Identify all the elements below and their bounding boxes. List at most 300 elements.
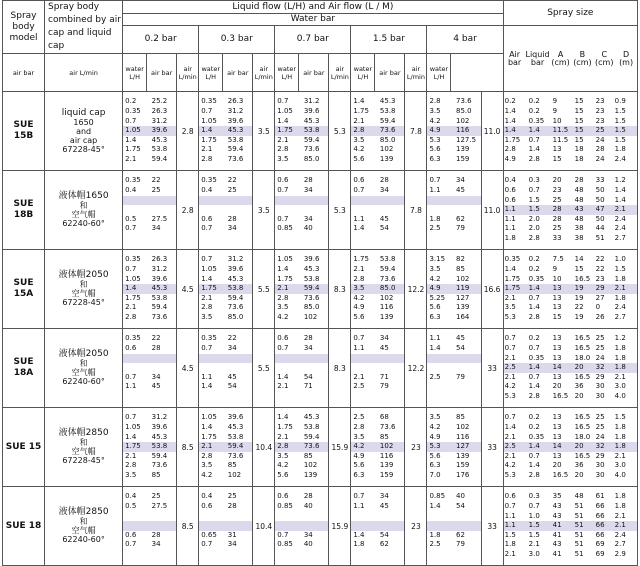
spray-size-row bbox=[504, 502, 637, 512]
air-bar-value bbox=[199, 363, 226, 373]
spray-size-value: 4.2 bbox=[504, 461, 516, 470]
spray-size-value: 29 bbox=[595, 284, 605, 293]
spray-size-value: 7.5 bbox=[552, 255, 564, 264]
air-lmin-value: 54 bbox=[379, 530, 389, 539]
spray-size-row bbox=[504, 303, 637, 313]
water-lh-value: 8.5 bbox=[177, 487, 199, 566]
air-lmin-value bbox=[226, 550, 253, 560]
spray-size-value: 0.9 bbox=[614, 97, 626, 106]
flow-pair bbox=[427, 423, 480, 433]
combination-line: 和 bbox=[79, 280, 88, 289]
air-lmin-value: 26.3 bbox=[227, 97, 244, 106]
spray-size-value: 2.1 bbox=[614, 372, 626, 381]
air-lmin-value: 79 bbox=[455, 372, 465, 381]
spray-size-value: 1.75 bbox=[504, 284, 521, 293]
flow-group bbox=[351, 250, 405, 329]
air-lmin-value: 34 bbox=[151, 224, 161, 233]
air-bar-value: 2.8 bbox=[201, 303, 213, 312]
spray-size-row bbox=[504, 284, 637, 294]
air-lmin-value: 73.6 bbox=[151, 312, 168, 321]
combination-line: 空气帽 bbox=[71, 368, 96, 377]
air-bar-value: 1.8 bbox=[429, 530, 441, 539]
flow-pair bbox=[275, 392, 328, 402]
air-lmin-value bbox=[302, 205, 329, 215]
air-bar-value: 0.7 bbox=[125, 540, 137, 549]
spray-size-row bbox=[504, 540, 637, 550]
spray-size-value: 36 bbox=[574, 461, 584, 470]
air-bar-value: 1.05 bbox=[201, 413, 217, 422]
air-lmin-value: 25 bbox=[151, 492, 161, 501]
flow-pair bbox=[199, 512, 252, 522]
air-bar-value: 0.7 bbox=[125, 265, 137, 274]
spray-size-value: 18 bbox=[574, 154, 584, 163]
flow-pair bbox=[123, 155, 176, 165]
air-bar-value: 0.85 bbox=[277, 502, 293, 511]
air-bar-value bbox=[275, 354, 302, 364]
spray-size-row bbox=[504, 392, 637, 402]
header-model: Spray body model bbox=[3, 1, 45, 54]
model-name: SUE 18A bbox=[3, 329, 45, 408]
spray-size-value: 0.35 bbox=[528, 353, 545, 362]
spray-size-value: 2.7 bbox=[614, 540, 626, 549]
air-bar-value: 1.1 bbox=[353, 344, 365, 353]
air-lmin-value: 45 bbox=[455, 334, 465, 343]
air-bar-value bbox=[351, 196, 378, 206]
air-lmin-value: 59.4 bbox=[227, 293, 244, 302]
air-bar-value: 0.65 bbox=[201, 530, 217, 539]
spray-size-value: 16.5 bbox=[552, 470, 569, 479]
air-bar-value: 1.4 bbox=[277, 413, 289, 422]
air-bar-value: 1.05 bbox=[277, 255, 293, 264]
spray-size-value: 19 bbox=[574, 284, 584, 293]
air-lmin-value: 34 bbox=[151, 372, 161, 381]
flow-pair bbox=[123, 492, 176, 502]
spray-size-value: 2.1 bbox=[504, 549, 516, 558]
air-bar-header: air bar bbox=[375, 54, 405, 92]
spray-size-row bbox=[504, 423, 637, 433]
flow-group bbox=[199, 92, 253, 171]
spray-size-value: 13 bbox=[552, 372, 562, 381]
air-bar-value: 3.5 bbox=[429, 265, 441, 274]
spray-size-value: 1.4 bbox=[528, 145, 540, 154]
flow-pair bbox=[275, 176, 328, 186]
spray-size-value: 1.5 bbox=[614, 126, 626, 135]
air-bar-value bbox=[275, 234, 302, 244]
air-lmin-value bbox=[226, 234, 253, 244]
flow-pair bbox=[199, 382, 252, 392]
flow-pair bbox=[351, 471, 404, 481]
air-bar-value: 1.4 bbox=[429, 344, 441, 353]
air-lmin-value: 28 bbox=[227, 214, 237, 223]
water-lh-value: 2.8 bbox=[177, 92, 199, 171]
air-lmin-value: 73.6 bbox=[227, 154, 244, 163]
air-bar-value: 1.4 bbox=[201, 382, 213, 391]
flow-group bbox=[275, 408, 329, 487]
flow-group bbox=[275, 487, 329, 566]
air-bar-value: 0.4 bbox=[125, 186, 137, 195]
air-bar-value: 1.75 bbox=[277, 274, 293, 283]
flow-pair bbox=[199, 363, 252, 373]
model-block bbox=[3, 329, 638, 408]
flow-pair bbox=[427, 461, 480, 471]
air-lmin-value: 39.6 bbox=[151, 274, 168, 283]
air-bar-value: 1.75 bbox=[277, 126, 293, 135]
spray-size-value: 9 bbox=[552, 107, 558, 116]
air-bar-value: 2.1 bbox=[353, 372, 365, 381]
air-lmin-value: 102 bbox=[379, 293, 394, 302]
air-bar-value: 2.8 bbox=[429, 97, 441, 106]
flow-group bbox=[123, 92, 177, 171]
flow-pair bbox=[123, 354, 176, 364]
air-bar-value: 0.6 bbox=[125, 530, 137, 539]
flow-group bbox=[275, 329, 329, 408]
spray-size-value: 0.6 bbox=[504, 492, 516, 501]
flow-pair bbox=[351, 224, 404, 234]
spray-size-row bbox=[504, 512, 637, 522]
spray-size-value: 13 bbox=[552, 423, 562, 432]
flow-pair bbox=[427, 452, 480, 462]
flow-pair bbox=[427, 294, 480, 304]
spray-size-value: 1.4 bbox=[528, 284, 540, 293]
air-bar-value bbox=[351, 363, 378, 373]
spray-size-value: 1.8 bbox=[504, 233, 516, 242]
flow-pair bbox=[351, 136, 404, 146]
air-bar-value bbox=[427, 382, 454, 392]
air-bar-value: 1.05 bbox=[201, 116, 217, 125]
spray-size-value: 0.6 bbox=[504, 186, 516, 195]
spray-size-value: 2.1 bbox=[614, 284, 626, 293]
flow-pair bbox=[199, 373, 252, 383]
air-lmin-value: 139 bbox=[455, 451, 470, 460]
air-lmin-value: 53.8 bbox=[227, 135, 244, 144]
air-lmin-value bbox=[302, 550, 329, 560]
spray-size-value: 1.4 bbox=[614, 195, 626, 204]
model-block bbox=[3, 171, 638, 250]
flow-pair bbox=[199, 461, 252, 471]
air-lmin-value: 39.6 bbox=[227, 265, 244, 274]
combination-line: 67228-45° bbox=[62, 298, 105, 307]
flow-pair bbox=[199, 234, 252, 244]
spray-size-value: 19 bbox=[574, 293, 584, 302]
water-lh-value: 2.8 bbox=[177, 171, 199, 250]
combination-line: air cap bbox=[69, 135, 98, 145]
air-bar-value bbox=[351, 205, 378, 215]
air-bar-value bbox=[199, 521, 226, 531]
water-lh-header: water L/H bbox=[275, 54, 299, 92]
flow-pair bbox=[123, 205, 176, 215]
air-bar-value: 2.5 bbox=[429, 540, 441, 549]
spray-size-group bbox=[503, 250, 637, 329]
spray-size-value: 1.5 bbox=[528, 530, 540, 539]
air-lmin-value: 45.3 bbox=[303, 265, 320, 274]
air-bar-value bbox=[199, 196, 226, 206]
flow-pair bbox=[275, 461, 328, 471]
flow-pair bbox=[275, 313, 328, 323]
air-bar-value: 2.1 bbox=[277, 382, 289, 391]
spray-size-value: 14 bbox=[552, 442, 562, 451]
air-lmin-value bbox=[226, 205, 253, 215]
flow-pair bbox=[275, 97, 328, 107]
air-lmin-value: 28 bbox=[379, 176, 389, 185]
header-spray-size: Spray size bbox=[503, 1, 637, 26]
air-lmin-value: 85.0 bbox=[455, 107, 472, 116]
flow-group bbox=[199, 487, 253, 566]
air-bar-value: 0.35 bbox=[125, 176, 141, 185]
spray-size-value: 9 bbox=[552, 97, 558, 106]
air-bar-value: 5.6 bbox=[353, 461, 365, 470]
spray-size-value: 13 bbox=[552, 284, 562, 293]
flow-pair bbox=[351, 382, 404, 392]
air-bar-value: 0.7 bbox=[201, 255, 213, 264]
water-lh-value: 4.5 bbox=[177, 329, 199, 408]
air-lmin-value: 39.6 bbox=[227, 116, 244, 125]
air-lmin-value: 22 bbox=[151, 334, 161, 343]
flow-pair bbox=[123, 550, 176, 560]
spray-size-value: 2.4 bbox=[614, 303, 626, 312]
air-lmin-value: 34 bbox=[303, 530, 313, 539]
flow-pair bbox=[275, 531, 328, 541]
spray-size-value: 1.8 bbox=[614, 353, 626, 362]
air-bar-value: 1.05 bbox=[125, 274, 141, 283]
spray-size-value: 1.8 bbox=[614, 442, 626, 451]
air-lmin-value: 40 bbox=[303, 224, 313, 233]
flow-pair bbox=[351, 303, 404, 313]
flow-pair bbox=[351, 531, 404, 541]
flow-pair bbox=[199, 442, 252, 452]
flow-group bbox=[123, 171, 177, 250]
model-name: SUE 15A bbox=[3, 250, 45, 329]
air-lmin-value: 22 bbox=[227, 334, 237, 343]
flow-pair bbox=[123, 275, 176, 285]
water-lh-value: 5.3 bbox=[329, 92, 351, 171]
air-bar-value bbox=[351, 512, 378, 522]
flow-pair bbox=[275, 334, 328, 344]
air-lmin-value: 73.6 bbox=[379, 274, 396, 283]
air-lmin-value: 164 bbox=[455, 312, 470, 321]
flow-pair bbox=[351, 215, 404, 225]
air-bar-value: 0.6 bbox=[277, 492, 289, 501]
spray-size-row bbox=[504, 531, 637, 541]
flow-pair bbox=[351, 442, 404, 452]
model-name: SUE 18B bbox=[3, 171, 45, 250]
spray-size-value: 2.1 bbox=[614, 511, 626, 520]
flow-pair bbox=[427, 550, 480, 560]
air-bar-value: 2.1 bbox=[125, 154, 137, 163]
flow-pair bbox=[275, 145, 328, 155]
spray-size-value: 30 bbox=[595, 382, 605, 391]
spray-size-value: 0.7 bbox=[504, 502, 516, 511]
air-lmin-value: 116 bbox=[379, 451, 394, 460]
spray-size-value: 43 bbox=[552, 502, 562, 511]
flow-pair bbox=[351, 117, 404, 127]
flow-pair bbox=[275, 354, 328, 364]
air-lmin-value bbox=[378, 354, 405, 364]
air-bar-value: 1.1 bbox=[353, 502, 365, 511]
air-bar-value bbox=[275, 363, 302, 373]
spray-size-value: 24 bbox=[595, 432, 605, 441]
flow-pair bbox=[199, 176, 252, 186]
air-lmin-value bbox=[454, 354, 481, 364]
air-bar-value: 0.7 bbox=[277, 344, 289, 353]
flow-group bbox=[351, 329, 405, 408]
air-bar-value bbox=[427, 392, 454, 402]
spray-size-value: 0.7 bbox=[528, 344, 540, 353]
air-lmin-value bbox=[150, 234, 177, 244]
spray-size-value: 2.5 bbox=[504, 363, 516, 372]
air-lmin-value: 85 bbox=[455, 413, 465, 422]
flow-pair bbox=[275, 294, 328, 304]
air-lmin-value: 85 bbox=[151, 470, 161, 479]
air-bar-value: 0.6 bbox=[277, 176, 289, 185]
flow-pair bbox=[275, 471, 328, 481]
spray-size-value: 1.4 bbox=[504, 423, 516, 432]
air-bar-value: 2.5 bbox=[353, 413, 365, 422]
air-bar-value: 3.5 bbox=[429, 107, 441, 116]
spray-size-value: 1.0 bbox=[614, 255, 626, 264]
combination bbox=[45, 487, 123, 566]
flow-group bbox=[123, 408, 177, 487]
spray-size-value: 2.1 bbox=[504, 451, 516, 460]
spray-size-value: 1.8 bbox=[614, 363, 626, 372]
spray-size-value: 2.4 bbox=[614, 154, 626, 163]
spray-size-value: 1.4 bbox=[504, 265, 516, 274]
air-lmin-value: 85 bbox=[227, 461, 237, 470]
air-lmin-value: 28 bbox=[151, 344, 161, 353]
flow-pair bbox=[427, 215, 480, 225]
air-bar-value: 5.25 bbox=[429, 293, 446, 302]
flow-pair bbox=[427, 334, 480, 344]
air-lmin-value: 22 bbox=[227, 176, 237, 185]
air-lmin-value: 127.5 bbox=[455, 135, 477, 144]
air-lmin-value: 85 bbox=[455, 265, 465, 274]
air-lmin-value: 59.4 bbox=[151, 451, 168, 460]
spray-size-row bbox=[504, 433, 637, 443]
flow-pair bbox=[427, 255, 480, 265]
air-lmin-value bbox=[454, 205, 481, 215]
combination-line: 空气帽 bbox=[71, 526, 96, 535]
air-lmin-value: 79 bbox=[455, 540, 465, 549]
spray-size-value: 10 bbox=[552, 274, 562, 283]
combination bbox=[45, 171, 123, 250]
flow-pair bbox=[199, 284, 252, 294]
air-lmin-header: air L/min bbox=[177, 54, 199, 92]
air-bar-value: 4.9 bbox=[429, 284, 441, 293]
spray-size-value: 1.4 bbox=[528, 303, 540, 312]
air-lmin-value: 28 bbox=[303, 334, 313, 343]
spray-size-value: 1.5 bbox=[614, 116, 626, 125]
air-bar-value: 0.7 bbox=[277, 97, 289, 106]
spray-size-value: 25 bbox=[552, 195, 562, 204]
flow-pair bbox=[123, 392, 176, 402]
air-lmin-value bbox=[150, 196, 177, 206]
spray-size-row bbox=[504, 224, 637, 234]
flow-pair bbox=[351, 234, 404, 244]
spray-size-value: 19 bbox=[574, 312, 584, 321]
air-bar-value bbox=[123, 234, 150, 244]
air-lmin-value: 45 bbox=[151, 382, 161, 391]
flow-pair bbox=[275, 126, 328, 136]
spray-size-value: 3.0 bbox=[614, 382, 626, 391]
spray-size-value: 1.4 bbox=[504, 116, 516, 125]
air-lmin-value: 45 bbox=[379, 344, 389, 353]
air-lmin-value: 31.2 bbox=[151, 265, 168, 274]
flow-pair bbox=[123, 215, 176, 225]
spray-size-value: 16.5 bbox=[574, 423, 591, 432]
air-lmin-value: 54 bbox=[455, 344, 465, 353]
water-lh-value: 23 bbox=[405, 487, 427, 566]
air-lmin-value: 45.3 bbox=[227, 126, 244, 135]
spray-size-value: 25 bbox=[595, 334, 605, 343]
flow-pair bbox=[275, 512, 328, 522]
combination-line: 液体帽2850 bbox=[58, 507, 109, 517]
air-lmin-value: 73.6 bbox=[379, 423, 396, 432]
spray-size-value: 15 bbox=[552, 312, 562, 321]
flow-pair bbox=[351, 344, 404, 354]
spray-size-value: 16.5 bbox=[574, 334, 591, 343]
spray-size-value: 0.7 bbox=[504, 334, 516, 343]
spray-size-value: 24 bbox=[595, 135, 605, 144]
air-lmin-value: 79 bbox=[379, 382, 389, 391]
air-bar-value: 5.6 bbox=[429, 145, 441, 154]
spray-size-value: 1.75 bbox=[504, 274, 521, 283]
air-lmin-value: 31 bbox=[227, 530, 237, 539]
air-lmin-value: 34 bbox=[303, 186, 313, 195]
air-lmin-value: 25 bbox=[227, 492, 237, 501]
air-bar-value: 0.35 bbox=[125, 334, 141, 343]
flow-pair bbox=[275, 502, 328, 512]
air-lmin-value: 71 bbox=[379, 372, 389, 381]
flow-pair bbox=[351, 334, 404, 344]
header-flow: Liquid flow (L/H) and Air flow (L / M) bbox=[123, 1, 504, 14]
spray-size-value: 13 bbox=[552, 145, 562, 154]
flow-pair bbox=[275, 196, 328, 206]
spray-size-value: 1.8 bbox=[614, 344, 626, 353]
spray-size-row bbox=[504, 176, 637, 186]
spray-size-value: 61 bbox=[595, 492, 605, 501]
air-bar-value: 5.6 bbox=[429, 451, 441, 460]
spray-size-row bbox=[504, 313, 637, 323]
flow-pair bbox=[123, 413, 176, 423]
flow-pair bbox=[123, 423, 176, 433]
spray-size-value: 0.7 bbox=[528, 293, 540, 302]
spray-size-group bbox=[503, 171, 637, 250]
air-lmin-value bbox=[150, 205, 177, 215]
air-bar-value: 0.6 bbox=[125, 344, 137, 353]
flow-pair bbox=[199, 334, 252, 344]
air-lmin-value: 27.5 bbox=[151, 502, 168, 511]
size-col-header: A (cm) bbox=[551, 49, 570, 67]
spray-size-value: 20 bbox=[574, 391, 584, 400]
air-lmin-value: 82 bbox=[455, 255, 465, 264]
spray-size-value: 29 bbox=[595, 451, 605, 460]
air-lmin-value: 73.6 bbox=[227, 451, 244, 460]
flow-pair bbox=[351, 392, 404, 402]
flow-pair bbox=[275, 382, 328, 392]
flow-pair bbox=[199, 502, 252, 512]
flow-pair bbox=[199, 423, 252, 433]
air-bar-value: 1.8 bbox=[353, 540, 365, 549]
spray-size-value: 15 bbox=[574, 97, 584, 106]
spray-size-row bbox=[504, 126, 637, 136]
combination-line: 62240-60° bbox=[62, 535, 105, 544]
air-lmin-value bbox=[302, 521, 329, 531]
air-lmin-value: 116 bbox=[379, 303, 394, 312]
air-bar-value bbox=[199, 512, 226, 522]
combination-line: 液体帽2850 bbox=[58, 428, 109, 438]
spray-size-value: 23 bbox=[595, 97, 605, 106]
spray-spec-sheet bbox=[2, 0, 638, 562]
combination bbox=[45, 250, 123, 329]
